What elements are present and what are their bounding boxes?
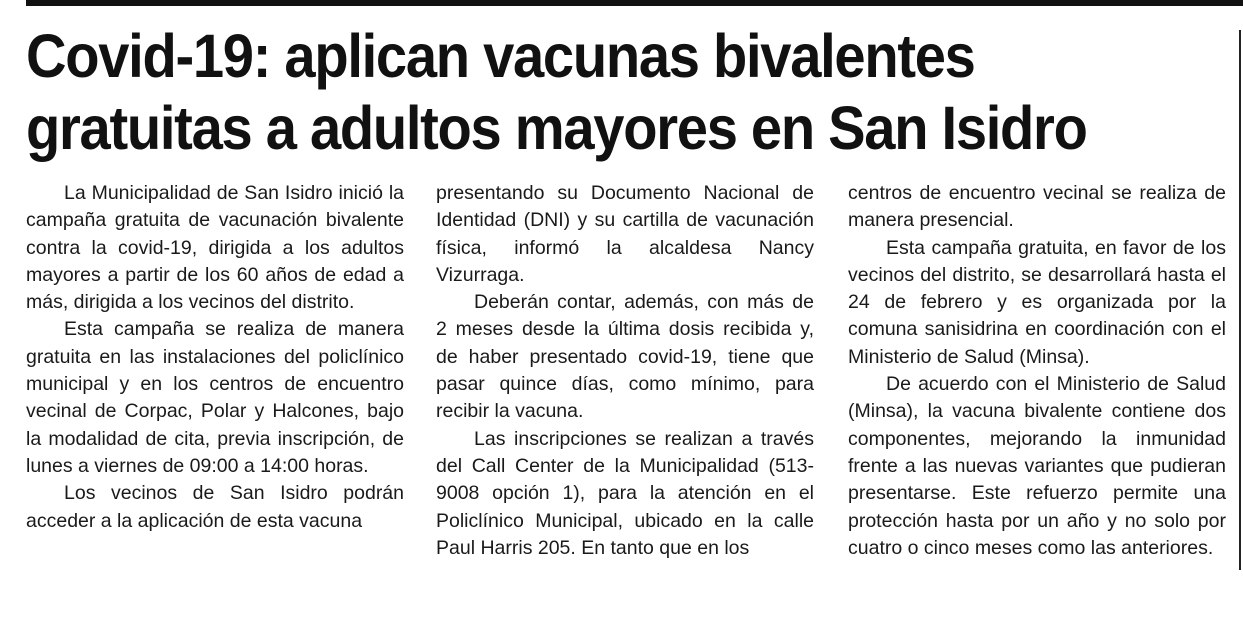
paragraph: La Municipalidad de San Isidro inició la campaña gratuita de vacunación bivalente contra la covid-19, dirigida a los adultos mayores a partir de los 60 años de edad a más, dirigida a los vecinos del distrito. <box>26 182 404 314</box>
paragraph: Esta campaña se realiza de manera gratuita en las instalaciones del policlínico municipal y en los centros de encuentro vecinal de Corpac, Polar y Halcones, bajo la modalidad de cita, previa inscripción, de lunes a viernes de 09:00 a 14:00 horas. <box>26 318 404 477</box>
column-2 <box>436 180 814 562</box>
paragraph-continued: presentando su Documento Nacional de Identidad (DNI) y su cartilla de vacunación física, informó la alcaldesa Nancy Vizurraga. <box>436 182 814 286</box>
paragraph-continued: centros de encuentro vecinal se realiza de manera presencial. <box>848 182 1226 232</box>
headline-line-2: gratuitas a adultos mayores en San Isidro <box>26 94 1087 162</box>
paragraph: Los vecinos de San Isidro podrán acceder a la aplicación de esta vacuna <box>26 482 404 532</box>
column-3 <box>848 180 1226 562</box>
paragraph: De acuerdo con el Ministerio de Salud (Minsa), la vacuna bivalente contiene dos componentes, mejorando la inmunidad frente a las nuevas variantes que pudieran presentarse. Este refuerzo permite una protección hasta por un año y no solo por cuatro o cinco meses como las anteriores. <box>848 373 1226 559</box>
paragraph: Las inscripciones se realizan a través del Call Center de la Municipalidad (513-9008 opción 1), para la atención en el Policlínico Municipal, ubicado en la calle Paul Harris 205. En tanto que en los <box>436 427 814 559</box>
article-headline <box>26 20 1139 164</box>
column-1 <box>26 180 404 535</box>
headline-line-1: Covid-19: aplican vacunas bivalentes <box>26 22 975 90</box>
top-rule <box>26 0 1243 6</box>
article-body <box>26 180 1228 580</box>
side-rule <box>1239 30 1241 570</box>
paragraph: Deberán contar, además, con más de 2 meses desde la última dosis recibida y, de haber presentado covid-19, tiene que pasar quince días, como mínimo, para recibir la vacuna. <box>436 291 814 423</box>
paragraph: Esta campaña gratuita, en favor de los vecinos del distrito, se desarrollará hasta el 24 de febrero y es organizada por la comuna sanisidrina en coordinación con el Ministerio de Salud (Minsa). <box>848 236 1226 368</box>
